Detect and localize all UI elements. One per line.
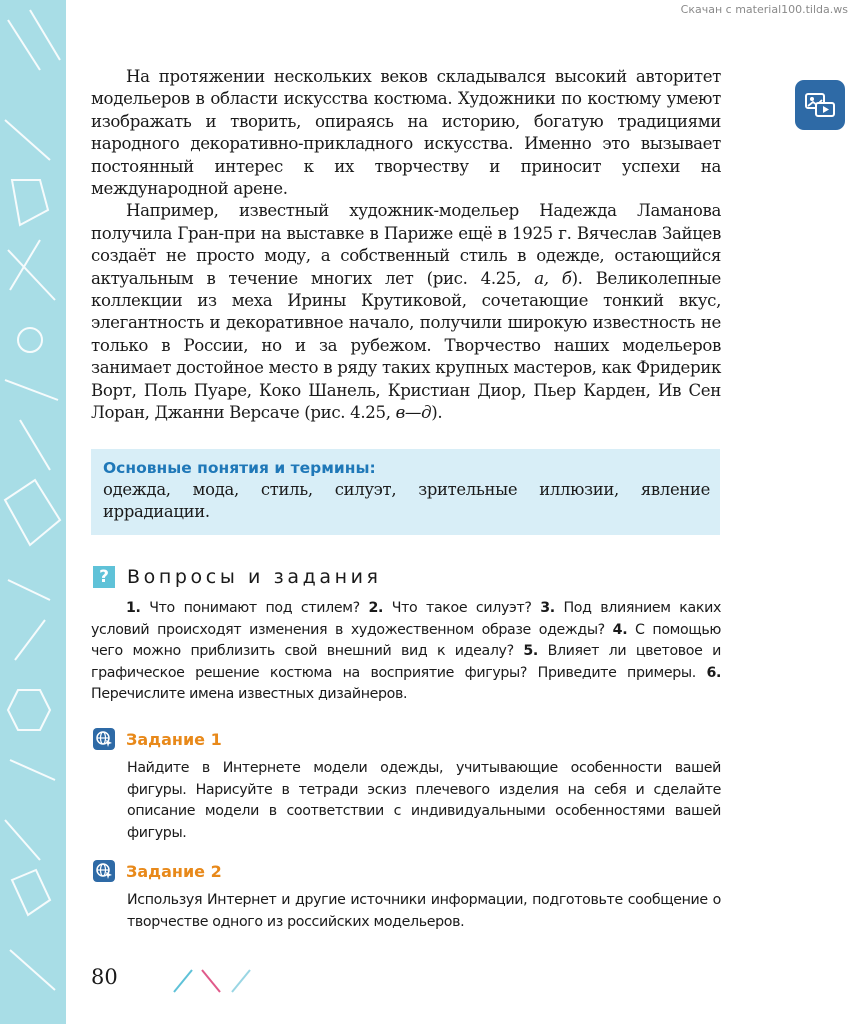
figure-ref-2: в—д	[395, 403, 432, 423]
questions-list	[91, 598, 721, 706]
question-number: 1.	[126, 600, 141, 616]
figure-ref-1: а, б	[534, 268, 572, 288]
globe-cursor-icon[interactable]	[93, 860, 115, 882]
paragraph-2-part-c: ).	[431, 403, 443, 423]
task-1-text: Найдите в Интернете модели одежды, учитывающие особенности вашей фигуры. Нарисуйте в тетради эскиз плечевого изделия на себя и сделайте описание модели в соответствии с индивидуальными особенностями вашей фигуры.	[127, 760, 721, 841]
question-text: С помощью чего можно приблизить свой внешний вид к идеалу?	[91, 621, 721, 660]
question-number: 3.	[540, 600, 555, 616]
main-text	[91, 66, 721, 425]
question-number: 5.	[523, 643, 538, 660]
task-2-title: Задание 2	[126, 861, 222, 881]
question-text: Что понимают под стилем?	[140, 600, 369, 616]
paragraph-2-part-a: Например, известный художник-модельер Надежда Ламанова получила Гран-при на выставке в Париже ещё в 1925 г. Вячеслав Зайцев создаёт не просто моду, а собственный стиль в одежде, остающийся актуальным в течение многих лет (рис. 4.25,	[91, 201, 721, 288]
question-text: Перечислите имена известных дизайнеров.	[91, 686, 408, 703]
task-2-header	[93, 860, 222, 882]
question-text: Под влиянием каких условий происходят изменения в художественном образе одежды?	[91, 600, 721, 638]
questions-title: Вопросы и задания	[127, 566, 382, 588]
question-text: Что такое силуэт?	[383, 600, 541, 616]
question-mark-icon: ?	[93, 566, 115, 588]
key-concepts-title: Основные понятия и термины:	[103, 459, 376, 477]
task-1-title: Задание 1	[126, 729, 222, 749]
questions-header	[93, 566, 382, 588]
question-number: 4.	[612, 621, 628, 638]
paragraph-2	[91, 200, 721, 424]
footer-decoration	[170, 966, 260, 996]
question-number: 2.	[368, 600, 384, 616]
task-1-header	[93, 728, 222, 750]
task-2-text: Используя Интернет и другие источники информации, подготовьте сообщение о творчестве одного из российских модельеров.	[127, 892, 721, 930]
paragraph-2-part-b: ). Великолепные коллекции из меха Ирины Крутиковой, сочетающие тонкий вкус, элегантность и декоративное начало, получили широкую известность не только в России, но и за рубежом. Творчество наших модельеров занимает достойное место в ряду таких крупных мастеров, как Фридерик Ворт, Поль Пуаре, Коко Шанель, Кристиан Диор, Пьер Карден, Ив Сен Лоран, Джанни Версаче (рис. 4.25,	[91, 268, 721, 423]
watermark: Скачан с material100.tilda.ws	[680, 3, 848, 16]
question-number: 6.	[706, 664, 721, 681]
globe-cursor-icon[interactable]	[93, 728, 115, 750]
question-text: Влияет ли цветовое и графическое решение костюма на восприятие фигуры? Приведите примеры.	[91, 643, 721, 681]
media-gallery-icon[interactable]	[795, 80, 845, 130]
key-concepts-box	[91, 449, 720, 535]
key-concepts-text: одежда, мода, стиль, силуэт, зрительные иллюзии, явление иррадиации.	[103, 480, 710, 522]
paragraph-1: На протяжении нескольких веков складывался высокий авторитет модельеров в области искусства костюма. Художники по костюму умеют изображать и творить, опираясь на историю, богатую традициями народного декоративно-прикладного искусства. Именно это вызывает постоянный интерес к их творчеству и приносит успехи на международной арене.	[91, 67, 721, 199]
page-number: 80	[91, 965, 118, 989]
